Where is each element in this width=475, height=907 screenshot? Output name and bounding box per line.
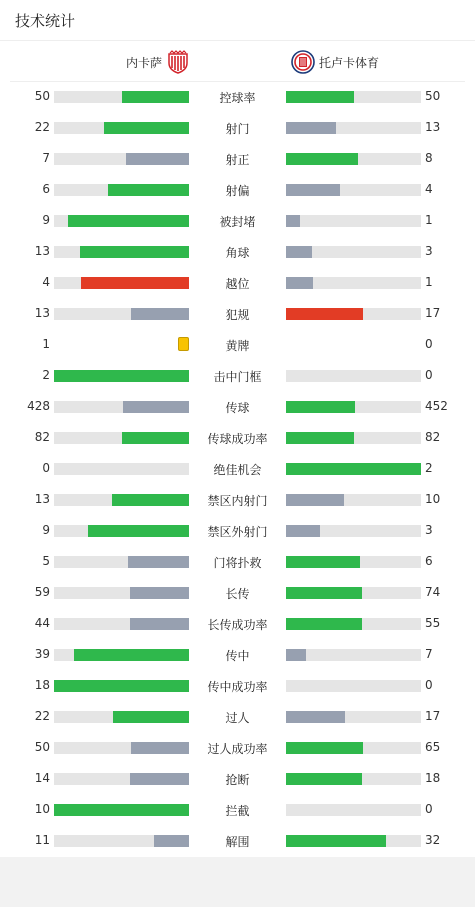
home-bar-track: [54, 525, 189, 537]
home-bar-track: [54, 432, 189, 444]
home-value: 7: [42, 151, 50, 165]
away-bar-track: [286, 246, 421, 258]
stat-label: 拦截: [225, 804, 250, 818]
home-bar-track: [54, 618, 189, 630]
stat-row: [0, 608, 475, 639]
away-value: 1: [425, 275, 433, 289]
stat-row: [0, 732, 475, 763]
away-team-name: 托卢卡体育: [319, 55, 380, 70]
teams-header: [10, 42, 465, 82]
stat-label: 门将扑救: [213, 556, 262, 570]
header: [0, 0, 475, 41]
away-bar-track: [286, 153, 421, 165]
away-bar: [286, 91, 354, 103]
away-value: 0: [425, 802, 433, 816]
home-bar-track: [54, 277, 189, 289]
home-bar-track: [54, 680, 189, 692]
away-value: 3: [425, 523, 433, 537]
stat-row: [0, 360, 475, 391]
away-bar-track: [286, 122, 421, 134]
home-value: 50: [34, 89, 50, 103]
home-bar: [81, 277, 189, 289]
stat-label: 解围: [225, 835, 250, 849]
stat-row: [0, 236, 475, 267]
home-bar-track: [54, 835, 189, 847]
home-value: 4: [42, 275, 50, 289]
away-value: 1: [425, 213, 433, 227]
away-bar-track: [286, 835, 421, 847]
stat-label: 禁区外射门: [207, 525, 268, 539]
away-bar-track: [286, 370, 421, 382]
home-bar: [128, 556, 189, 568]
home-bar-track: [54, 463, 189, 475]
bottom-area: [0, 857, 475, 907]
home-bar-track: [54, 308, 189, 320]
away-bar-track: [286, 556, 421, 568]
stat-row: [0, 422, 475, 453]
home-bar-track: [54, 184, 189, 196]
away-value: 2: [425, 461, 433, 475]
home-value: 0: [42, 461, 50, 475]
home-value: 2: [42, 368, 50, 382]
home-bar: [122, 432, 190, 444]
home-bar: [130, 773, 189, 785]
away-bar: [286, 432, 354, 444]
home-bar: [130, 618, 189, 630]
home-bar: [68, 215, 190, 227]
away-bar-track: [286, 184, 421, 196]
stat-row: [0, 577, 475, 608]
home-bar-track: [54, 711, 189, 723]
away-bar-track: [286, 804, 421, 816]
home-bar: [131, 308, 189, 320]
home-value: 59: [34, 585, 50, 599]
home-bar-track: [54, 122, 189, 134]
stat-row: [0, 112, 475, 143]
home-bar-track: [54, 773, 189, 785]
away-bar-track: [286, 649, 421, 661]
stat-row: [0, 515, 475, 546]
stats-list: [0, 81, 475, 856]
home-value: 22: [34, 120, 50, 134]
away-value: 82: [425, 430, 441, 444]
home-bar-track: [54, 587, 189, 599]
away-value: 8: [425, 151, 433, 165]
home-value: 11: [34, 833, 50, 847]
away-bar: [286, 401, 355, 413]
home-bar: [112, 494, 189, 506]
home-team-name: 内卡萨: [126, 55, 163, 70]
stat-label: 犯规: [225, 308, 250, 322]
home-bar-track: [54, 742, 189, 754]
away-bar: [286, 773, 362, 785]
stat-row: [0, 298, 475, 329]
stat-label: 越位: [225, 277, 250, 291]
home-value: 18: [34, 678, 50, 692]
away-value: 50: [425, 89, 441, 103]
home-value: 5: [42, 554, 50, 568]
away-bar: [286, 277, 313, 289]
stat-label: 长传: [225, 587, 250, 601]
stat-label: 射偏: [225, 184, 250, 198]
home-value: 22: [34, 709, 50, 723]
stat-label: 传球成功率: [207, 432, 268, 446]
away-bar: [286, 711, 345, 723]
away-value: 0: [425, 368, 433, 382]
stat-row: [0, 453, 475, 484]
away-bar: [286, 835, 386, 847]
home-bar: [54, 680, 189, 692]
away-value: 32: [425, 833, 441, 847]
away-bar: [286, 122, 336, 134]
home-value: 82: [34, 430, 50, 444]
stat-row: [0, 329, 475, 360]
stat-label: 被封堵: [219, 215, 256, 229]
stat-row: [0, 81, 475, 112]
home-bar-track: [54, 649, 189, 661]
stat-label: 长传成功率: [207, 618, 268, 632]
away-bar: [286, 618, 362, 630]
away-bar-track: [286, 711, 421, 723]
home-team-logo-icon: [166, 50, 190, 74]
home-value: 9: [42, 213, 50, 227]
home-bar: [122, 91, 190, 103]
home-bar: [54, 804, 189, 816]
home-value: 13: [34, 244, 50, 258]
home-bar: [54, 370, 189, 382]
away-value: 55: [425, 616, 441, 630]
stat-row: [0, 391, 475, 422]
stat-label: 绝佳机会: [213, 463, 262, 477]
stat-row: [0, 825, 475, 856]
home-bar: [126, 153, 189, 165]
home-value: 428: [27, 399, 50, 413]
home-bar: [80, 246, 189, 258]
away-bar: [286, 494, 344, 506]
away-bar-track: [286, 680, 421, 692]
away-value: 10: [425, 492, 441, 506]
home-bar-track: [54, 401, 189, 413]
home-bar: [154, 835, 189, 847]
away-bar: [286, 556, 360, 568]
away-bar-track: [286, 215, 421, 227]
home-value: 13: [34, 492, 50, 506]
home-team[interactable]: [126, 42, 190, 82]
away-bar-track: [286, 494, 421, 506]
home-value: 39: [34, 647, 50, 661]
away-value: 7: [425, 647, 433, 661]
away-bar: [286, 742, 363, 754]
stat-row: [0, 205, 475, 236]
away-bar-track: [286, 401, 421, 413]
away-value: 65: [425, 740, 441, 754]
away-bar: [286, 649, 306, 661]
away-bar-track: [286, 742, 421, 754]
stat-label: 传中: [225, 649, 250, 663]
away-value: 18: [425, 771, 441, 785]
away-team[interactable]: [291, 42, 379, 82]
stat-label: 射正: [225, 153, 250, 167]
home-bar: [108, 184, 189, 196]
home-bar: [130, 587, 189, 599]
stat-row: [0, 639, 475, 670]
home-bar: [74, 649, 189, 661]
away-value: 17: [425, 306, 441, 320]
away-bar: [286, 215, 300, 227]
away-value: 0: [425, 678, 433, 692]
away-bar-track: [286, 91, 421, 103]
away-bar-track: [286, 525, 421, 537]
home-bar-track: [54, 494, 189, 506]
stat-row: [0, 794, 475, 825]
stat-label: 黄牌: [225, 339, 250, 353]
away-value: 452: [425, 399, 448, 413]
stat-row: [0, 484, 475, 515]
home-bar: [113, 711, 189, 723]
home-bar-track: [54, 370, 189, 382]
away-bar: [286, 525, 320, 537]
away-value: 6: [425, 554, 433, 568]
stat-row: [0, 267, 475, 298]
home-bar-track: [54, 91, 189, 103]
stat-label: 禁区内射门: [207, 494, 268, 508]
away-bar-track: [286, 463, 421, 475]
stat-label: 控球率: [219, 91, 256, 105]
away-team-logo-icon: [291, 50, 315, 74]
home-value: 10: [34, 802, 50, 816]
away-bar: [286, 153, 358, 165]
away-value: 3: [425, 244, 433, 258]
stat-label: 传球: [225, 401, 250, 415]
away-bar-track: [286, 277, 421, 289]
away-value: 0: [425, 337, 433, 351]
away-value: 17: [425, 709, 441, 723]
home-bar-track: [54, 153, 189, 165]
away-value: 13: [425, 120, 441, 134]
home-bar-track: [54, 215, 189, 227]
stat-row: [0, 546, 475, 577]
stat-label: 过人: [225, 711, 250, 725]
stat-label: 传中成功率: [207, 680, 268, 694]
away-value: 4: [425, 182, 433, 196]
stat-label: 角球: [225, 246, 250, 260]
away-bar: [286, 184, 340, 196]
yellow-card-icon: [178, 337, 189, 351]
home-bar-track: [54, 556, 189, 568]
stat-row: [0, 763, 475, 794]
home-bar-track: [54, 246, 189, 258]
home-value: 9: [42, 523, 50, 537]
stat-label: 射门: [225, 122, 250, 136]
home-bar: [131, 742, 189, 754]
away-bar-track: [286, 587, 421, 599]
stat-row: [0, 174, 475, 205]
page-title: 技术统计: [15, 11, 76, 30]
stat-row: [0, 670, 475, 701]
away-value: 74: [425, 585, 441, 599]
stat-label: 过人成功率: [207, 742, 268, 756]
stat-row: [0, 143, 475, 174]
home-value: 1: [42, 337, 50, 351]
home-value: 50: [34, 740, 50, 754]
away-bar: [286, 463, 421, 475]
away-bar: [286, 587, 362, 599]
home-bar: [88, 525, 189, 537]
away-bar: [286, 308, 363, 320]
home-value: 14: [34, 771, 50, 785]
home-value: 13: [34, 306, 50, 320]
home-bar: [123, 401, 189, 413]
home-value: 6: [42, 182, 50, 196]
stat-label: 抢断: [225, 773, 250, 787]
away-bar-track: [286, 618, 421, 630]
stat-row: [0, 701, 475, 732]
stat-label: 击中门框: [213, 370, 262, 384]
away-bar-track: [286, 432, 421, 444]
home-bar-track: [54, 804, 189, 816]
away-bar: [286, 246, 312, 258]
home-value: 44: [34, 616, 50, 630]
away-bar-track: [286, 308, 421, 320]
away-bar-track: [286, 773, 421, 785]
home-bar: [104, 122, 189, 134]
